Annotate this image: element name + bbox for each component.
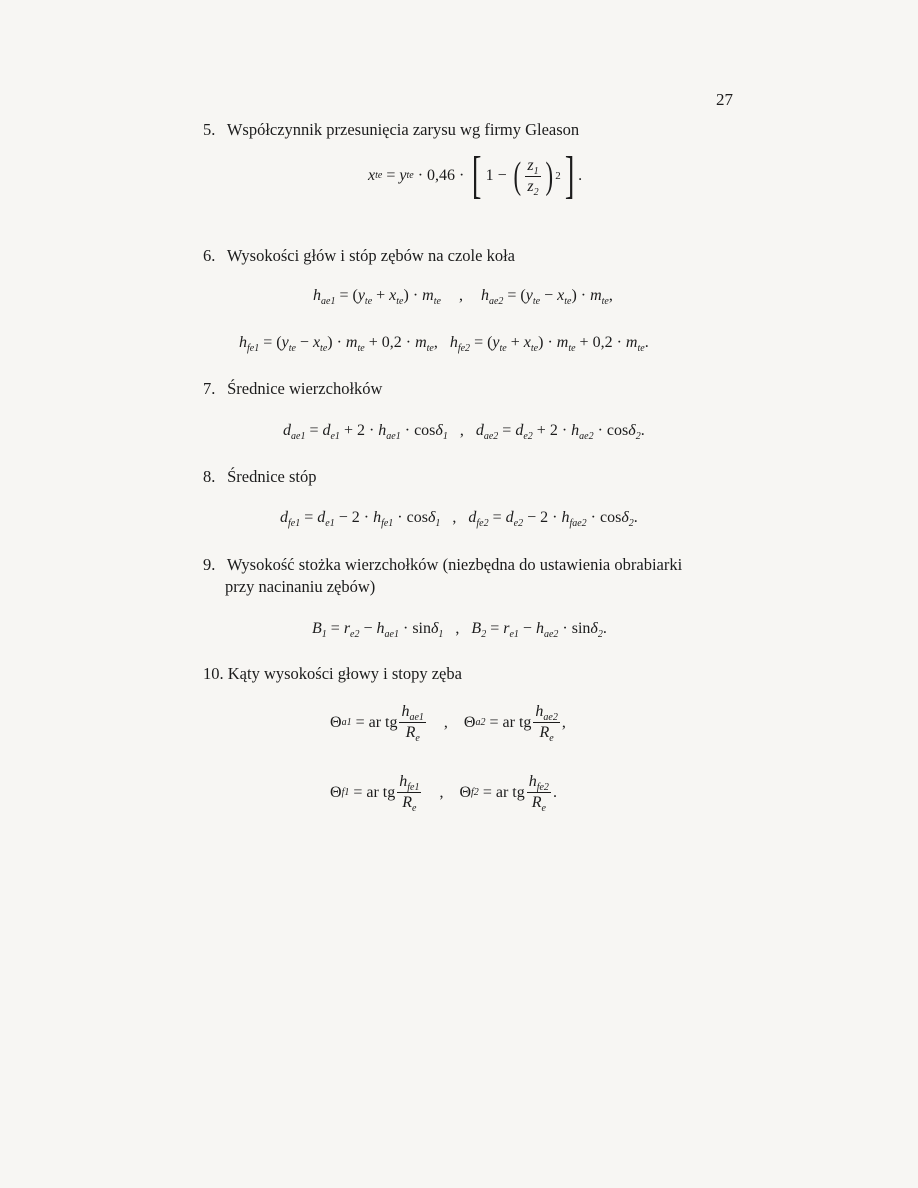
section-number: 9. xyxy=(203,555,216,574)
section-number: 8. xyxy=(203,467,216,486)
equation-dedendum-angles: Θ f1 = ar tg $\frac{h_{fe1}}{R_e}$ , Θ f2 = ar tg $\frac{h_{fe2}}{R_e}$ . xyxy=(330,773,557,814)
section-title-line-1: Wysokość stożka wierzchołków (niezbędna do ustawienia obrabiarki xyxy=(226,555,683,574)
section-9-heading xyxy=(203,554,703,598)
equation-tip-cone-height: $B_1 = r_{e2} - h_{ae1} \cdot \sin\delta_1$ , $B_2 = r_{e1} - h_{ae2} \cdot \sin\delta_2$. xyxy=(312,620,607,640)
equation-profile-shift: x te = y te · 0,46 · [ 1 − ( $\frac{z_1}{z_2}$ ) 2 ] . xyxy=(368,147,583,204)
section-5-heading xyxy=(203,119,579,141)
section-number: 6. xyxy=(203,246,216,265)
equation-tip-diameters: $d_{ae1} = d_{e1} + 2 \cdot h_{ae1} \cdot \cos\delta_1$ , $d_{ae2} = d_{e2} + 2 \cdot h_{ae2} \cdot \cos\delta_2$. xyxy=(283,422,645,442)
section-8-heading xyxy=(203,466,316,488)
section-6-heading xyxy=(203,245,515,267)
equation-root-diameters: $d_{fe1} = d_{e1} - 2 \cdot h_{fe1} \cdot \cos\delta_1$ , $d_{fe2} = d_{e2} - 2 \cdot h_{fae2} \cdot \cos\delta_2$. xyxy=(280,509,638,529)
section-title: Średnice wierzchołków xyxy=(227,379,383,398)
section-number: 10. xyxy=(203,664,224,683)
section-title: Współczynnik przesunięcia zarysu wg firmy Gleason xyxy=(226,120,580,139)
equation-dedendum-heights: $h_{fe1} = (y_{te} - x_{te}) \cdot m_{te} + 0,2 \cdot m_{te}$, $h_{fe2} = (y_{te} + x_{te}) \cdot m_{te} + 0,2 \cdot m_{te}$. xyxy=(239,334,649,354)
section-title: Średnice stóp xyxy=(227,467,317,486)
section-title: Kąty wysokości głowy i stopy zęba xyxy=(227,664,462,683)
section-10-heading xyxy=(203,663,462,685)
section-number: 7. xyxy=(203,379,216,398)
section-title-line-2: przy nacinaniu zębów) xyxy=(225,577,376,596)
equation-addendum-angles: Θ a1 = ar tg $\frac{h_{ae1}}{R_e}$ , Θ a2 = ar tg $\frac{h_{ae2}}{R_e}$ , xyxy=(330,703,566,744)
section-7-heading xyxy=(203,378,382,400)
section-number: 5. xyxy=(203,120,216,139)
equation-addendum-heights: $h_{ae1} = (y_{te} + x_{te}) \cdot m_{te}$ , $h_{ae2} = (y_{te} - x_{te}) \cdot m_{te}$, xyxy=(313,287,613,307)
section-title: Wysokości głów i stóp zębów na czole koła xyxy=(226,246,515,265)
page-number: 27 xyxy=(716,90,733,109)
